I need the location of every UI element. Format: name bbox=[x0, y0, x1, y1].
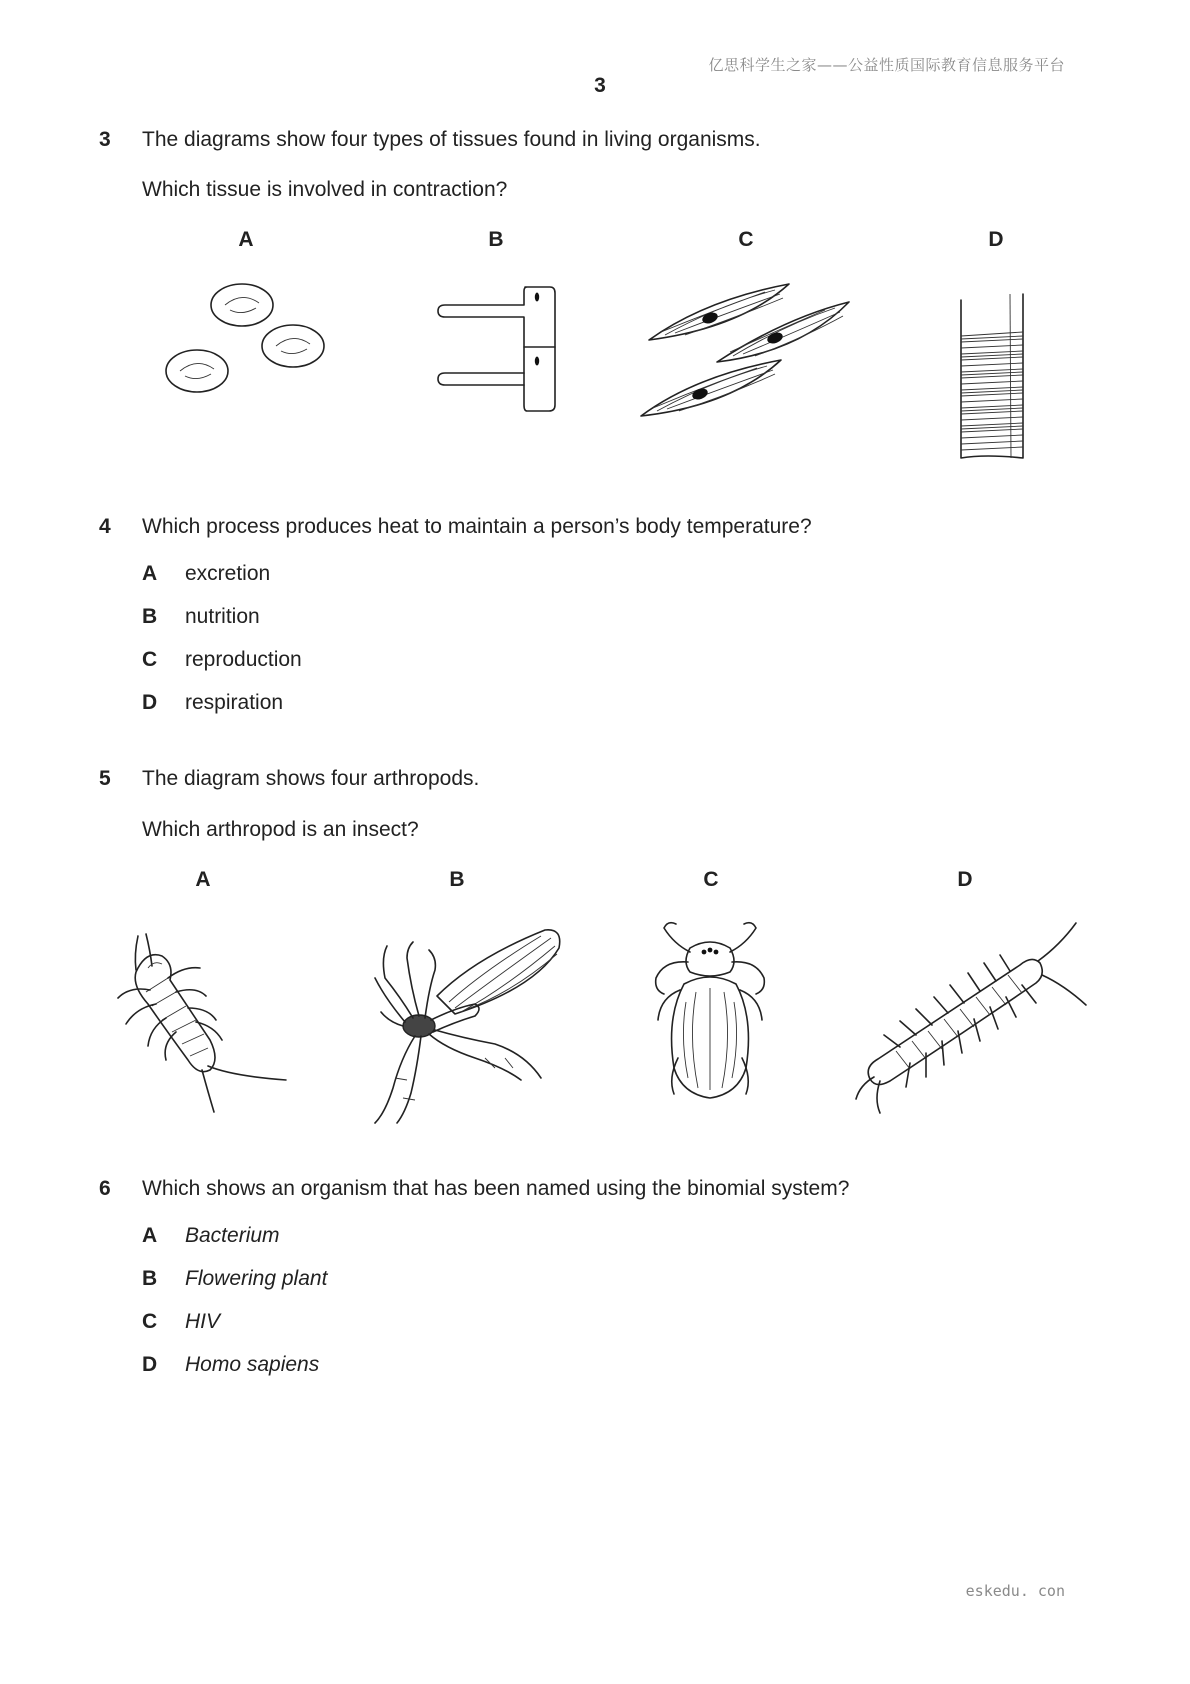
question-4-number: 4 bbox=[99, 515, 111, 538]
question-5-number: 5 bbox=[99, 767, 111, 790]
tissue-a-red-blood-cells-diagram bbox=[155, 275, 335, 400]
question-6-text: Which shows an organism that has been named using the binomial system? bbox=[142, 1177, 850, 1200]
q6-option-a-letter: A bbox=[142, 1224, 158, 1247]
q6-option-b-letter: B bbox=[142, 1267, 158, 1290]
tissue-c-muscle-cells-diagram bbox=[635, 280, 855, 420]
q3-figure-label-d: D bbox=[988, 228, 1004, 251]
page-number: 3 bbox=[594, 74, 606, 97]
question-5-line2: Which arthropod is an insect? bbox=[142, 818, 419, 841]
q3-figure-label-a: A bbox=[238, 228, 254, 251]
q6-option-c-text: HIV bbox=[185, 1310, 221, 1333]
arthropod-c-arachnid-drawing bbox=[650, 918, 770, 1103]
q4-option-d-text: respiration bbox=[185, 691, 284, 714]
arthropod-d-centipede-drawing bbox=[850, 915, 1090, 1120]
q3-figure-label-c: C bbox=[738, 228, 754, 251]
header-watermark: 亿思科学生之家——公益性质国际教育信息服务平台 bbox=[708, 56, 1065, 74]
q4-option-b-letter: B bbox=[142, 605, 158, 628]
question-5-line1: The diagram shows four arthropods. bbox=[142, 767, 480, 790]
q5-figure-label-d: D bbox=[957, 868, 973, 891]
q5-figure-label-b: B bbox=[449, 868, 465, 891]
arthropod-b-mosquito-drawing bbox=[345, 918, 570, 1128]
tissue-b-root-hair-cells-diagram bbox=[435, 283, 560, 418]
q6-option-b-text: Flowering plant bbox=[185, 1267, 328, 1290]
q4-option-a-text: excretion bbox=[185, 562, 271, 585]
q6-option-a-text: Bacterium bbox=[185, 1224, 280, 1247]
tissue-d-striated-muscle-diagram bbox=[955, 290, 1035, 465]
question-3-number: 3 bbox=[99, 128, 111, 151]
question-3-line1: The diagrams show four types of tissues found in living organisms. bbox=[142, 128, 761, 151]
q6-option-d-text: Homo sapiens bbox=[185, 1353, 320, 1376]
q3-figure-label-b: B bbox=[488, 228, 504, 251]
q6-option-d-letter: D bbox=[142, 1353, 158, 1376]
question-4-text: Which process produces heat to maintain a person’s body temperature? bbox=[142, 515, 812, 538]
arthropod-a-drawing bbox=[110, 920, 295, 1115]
q4-option-a-letter: A bbox=[142, 562, 158, 585]
question-6-number: 6 bbox=[99, 1177, 111, 1200]
q4-option-b-text: nutrition bbox=[185, 605, 260, 628]
q5-figure-label-a: A bbox=[195, 868, 211, 891]
q6-option-c-letter: C bbox=[142, 1310, 158, 1333]
q4-option-c-text: reproduction bbox=[185, 648, 302, 671]
question-3-line2: Which tissue is involved in contraction? bbox=[142, 178, 508, 201]
footer-site: eskedu. con bbox=[965, 1582, 1065, 1600]
q4-option-c-letter: C bbox=[142, 648, 158, 671]
q5-figure-label-c: C bbox=[703, 868, 719, 891]
q4-option-d-letter: D bbox=[142, 691, 158, 714]
